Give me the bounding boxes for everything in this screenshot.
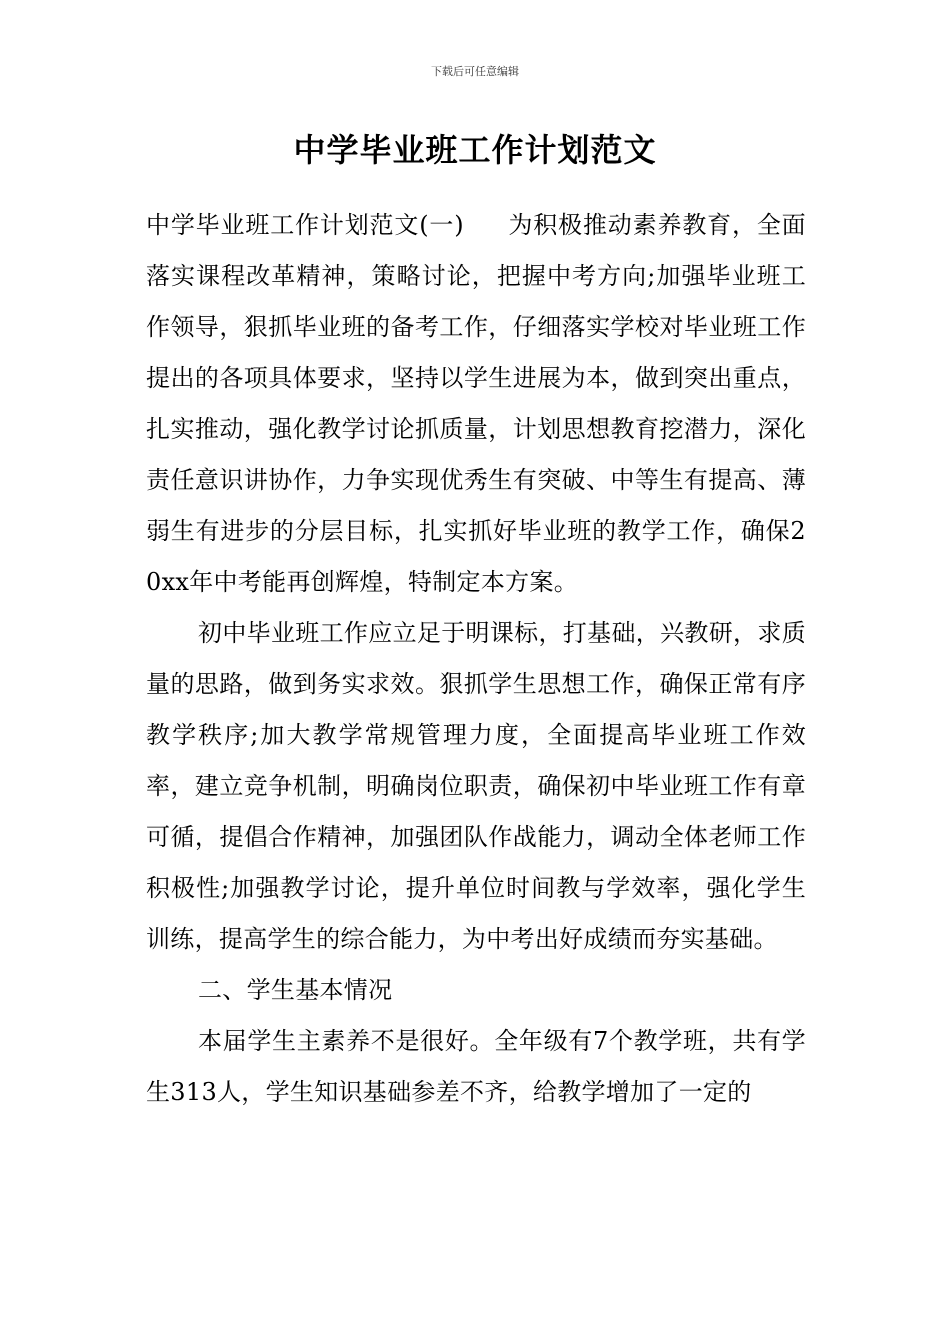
- paragraph-intro: [146, 200, 806, 608]
- paragraph-intro-body: 为积极推动素养教育，全面落实课程改革精神，策略讨论，把握中考方向;加强毕业班工作领导，狠抓毕业班的备考工作，仔细落实学校对毕业班工作提出的各项具体要求，坚持以学生进展为本，做到突出重点，扎实推动，强化教学讨论抓质量，计划思想教育挖潜力，深化责任意识讲协作，力争实现优秀生有突破、中等生有提高、薄弱生有进步的分层目标，扎实抓好毕业班的教学工作，确保20xx年中考能再创辉煌，特制定本方案。: [146, 211, 806, 596]
- paragraph-intro-lead: 中学毕业班工作计划范文(一): [146, 211, 464, 239]
- header-note: 下载后可任意编辑: [431, 65, 519, 78]
- paragraph-work-principles: 初中毕业班工作应立足于明课标，打基础，兴教研，求质量的思路，做到务实求效。狠抓学生思想工作，确保正常有序教学秩序;加大教学常规管理力度，全面提高毕业班工作效率，建立竞争机制，明确岗位职责，确保初中毕业班工作有章可循，提倡合作精神，加强团队作战能力，调动全体老师工作积极性;加强教学讨论，提升单位时间教与学效率，强化学生训练，提高学生的综合能力，为中考出好成绩而夯实基础。: [146, 619, 806, 953]
- document-body: [146, 200, 806, 1118]
- section-heading-student-situation: 二、学生基本情况: [198, 976, 393, 1004]
- document-title: 中学毕业班工作计划范文: [293, 131, 657, 169]
- paragraph-student-situation: 本届学生主素养不是很好。全年级有7个教学班，共有学生313人，学生知识基础参差不齐，给教学增加了一定的: [146, 1027, 806, 1106]
